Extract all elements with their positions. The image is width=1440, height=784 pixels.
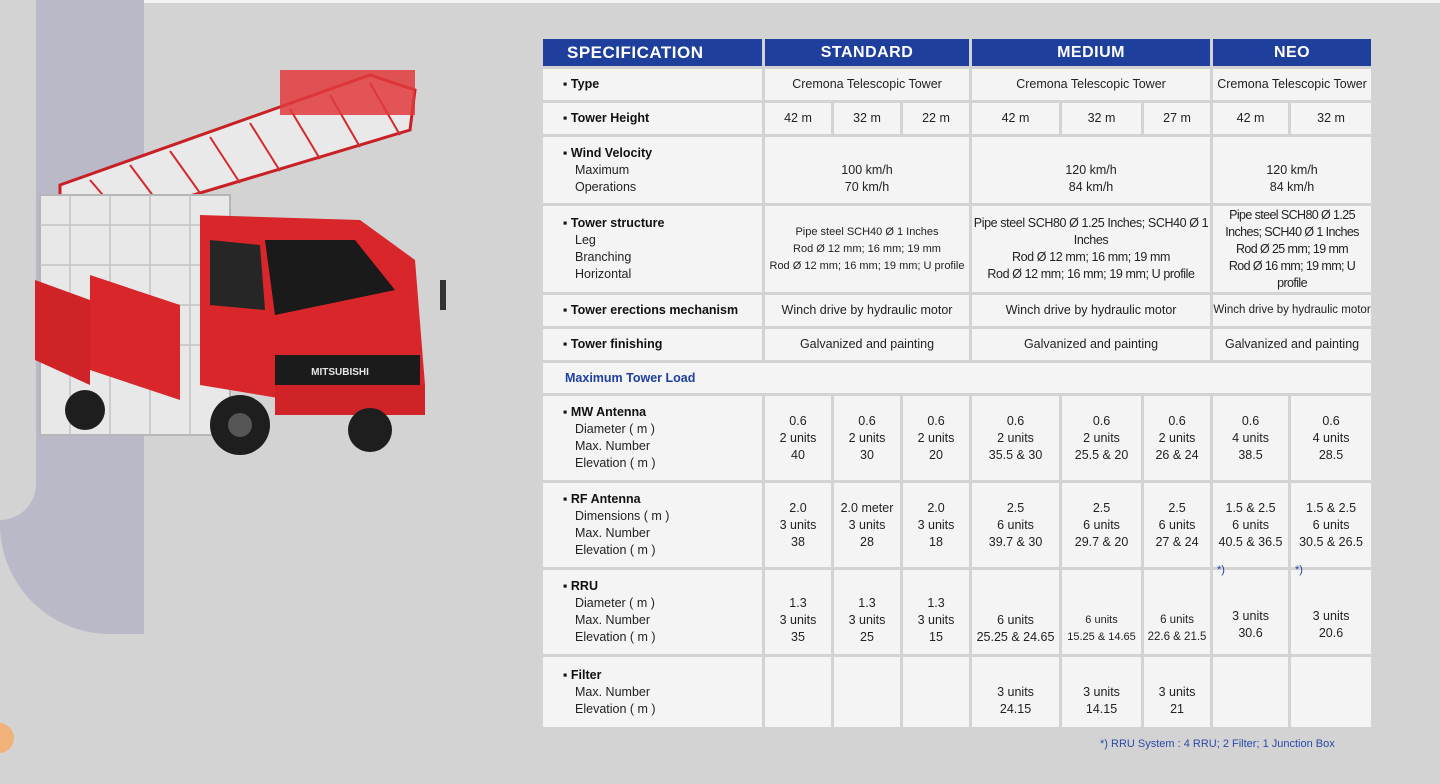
- height-cell: 32 m: [1291, 103, 1371, 134]
- structure-branching: Rod Ø 25 mm; 19 mm: [1235, 241, 1349, 256]
- sub-label: Elevation ( m ): [575, 701, 656, 716]
- height-cell: 22 m: [903, 103, 969, 134]
- rru-note-mark: *): [1217, 564, 1225, 576]
- structure-leg: Pipe steel SCH80 Ø 1.25 Inches; SCH40 Ø 1 Inches: [1225, 207, 1359, 239]
- row-label: ▪ RRU Diameter ( m ) Max. Number Elevation ( m ): [543, 570, 762, 654]
- mw-cell: 0.6 2 units 26 & 24: [1144, 396, 1210, 480]
- section-max-load: Maximum Tower Load: [543, 363, 1371, 393]
- structure-horizontal: Rod Ø 16 mm; 19 mm; U profile: [1228, 258, 1356, 290]
- wind-neo: [1213, 137, 1371, 203]
- finishing-neo: Galvanized and painting: [1213, 329, 1371, 360]
- table-row: [543, 570, 1371, 654]
- type-label: Type: [570, 77, 600, 91]
- table-row: [543, 69, 1371, 100]
- rf-cell: 1.5 & 2.5 6 units 30.5 & 26.5: [1291, 483, 1371, 567]
- table-row: [543, 103, 1371, 134]
- rf-cell: 2.0 3 units 18: [903, 483, 969, 567]
- rru-cell: *) 3 units 20.6: [1291, 570, 1371, 654]
- mw-cell: 0.6 2 units 35.5 & 30: [972, 396, 1059, 480]
- top-border: [0, 0, 1440, 3]
- table-row: [543, 396, 1371, 480]
- table-row: [543, 329, 1371, 360]
- height-cell: 42 m: [972, 103, 1059, 134]
- rf-cell: 2.5 6 units 29.7 & 20: [1062, 483, 1141, 567]
- header-medium: MEDIUM: [972, 39, 1210, 66]
- rru-cell: 1.3 3 units 25: [834, 570, 900, 654]
- mw-cell: 0.6 2 units 40: [765, 396, 831, 480]
- table-row: [543, 483, 1371, 567]
- filter-cell: [903, 657, 969, 727]
- finishing-standard: Galvanized and painting: [765, 329, 969, 360]
- table-row: [543, 363, 1371, 393]
- sub-label: Elevation ( m ): [575, 456, 656, 470]
- structure-branching: Rod Ø 12 mm; 16 mm; 19 mm: [1011, 250, 1171, 264]
- rf-cell: 2.0 meter 3 units 28: [834, 483, 900, 567]
- wind-ops: 84 km/h: [1068, 179, 1114, 194]
- rru-cell: 6 units 15.25 & 14.65: [1062, 570, 1141, 654]
- sub-label: Diameter ( m ): [575, 422, 655, 436]
- wind-max: 120 km/h: [1266, 162, 1318, 177]
- sub-label: Max. Number: [575, 526, 651, 540]
- sub-label: Horizontal: [575, 267, 632, 281]
- sub-label: Diameter ( m ): [575, 596, 655, 610]
- type-medium: Cremona Telescopic Tower: [972, 69, 1210, 100]
- wind-ops: 84 km/h: [1269, 179, 1315, 194]
- rf-cell: 2.5 6 units 27 & 24: [1144, 483, 1210, 567]
- finishing-label: Tower finishing: [570, 337, 663, 351]
- sub-label: Branching: [575, 250, 632, 264]
- height-cell: 42 m: [765, 103, 831, 134]
- tower-height-label: Tower Height: [570, 111, 650, 125]
- sub-label: Dimensions ( m ): [575, 509, 670, 523]
- height-cell: 27 m: [1144, 103, 1210, 134]
- header-standard: STANDARD: [765, 39, 969, 66]
- rru-cell: 6 units 22.6 & 21.5: [1144, 570, 1210, 654]
- row-label: ▪ Wind Velocity Maximum Operations: [543, 137, 762, 203]
- erection-medium: Winch drive by hydraulic motor: [972, 295, 1210, 326]
- sub-label: Max. Number: [575, 613, 651, 627]
- wind-velocity-label: Wind Velocity: [570, 145, 653, 160]
- filter-label: Filter: [570, 667, 602, 682]
- height-cell: 32 m: [834, 103, 900, 134]
- rf-cell: 1.5 & 2.5 6 units 40.5 & 36.5: [1213, 483, 1288, 567]
- sub-label: Operations: [575, 179, 637, 194]
- erection-neo: Winch drive by hydraulic motor: [1213, 295, 1371, 326]
- wind-max: 120 km/h: [1065, 162, 1117, 177]
- row-label: ▪ Filter Max. Number Elevation ( m ): [543, 657, 762, 727]
- rru-cell: *) 3 units 30.6: [1213, 570, 1288, 654]
- erection-standard: Winch drive by hydraulic motor: [765, 295, 969, 326]
- sub-label: Max. Number: [575, 439, 651, 453]
- type-neo: Cremona Telescopic Tower: [1213, 69, 1371, 100]
- truck-brand-text: MITSUBISHI: [311, 367, 369, 378]
- row-label: ▪ RF Antenna Dimensions ( m ) Max. Number Elevation ( m ): [543, 483, 762, 567]
- mw-cell: 0.6 2 units 30: [834, 396, 900, 480]
- rf-cell: 2.0 3 units 38: [765, 483, 831, 567]
- structure-leg: Pipe steel SCH40 Ø 1 Inches: [795, 225, 939, 238]
- row-label: ▪ Type: [543, 69, 762, 100]
- structure-neo: [1213, 206, 1371, 292]
- structure-leg: Pipe steel SCH80 Ø 1.25 Inches; SCH40 Ø 1 Inches: [973, 216, 1209, 247]
- table-row: [543, 206, 1371, 292]
- filter-cell: 3 units 14.15: [1062, 657, 1141, 727]
- structure-branching: Rod Ø 12 mm; 16 mm; 19 mm: [793, 242, 941, 255]
- finishing-medium: Galvanized and painting: [972, 329, 1210, 360]
- filter-cell: [1213, 657, 1288, 727]
- rru-footnote: *) RRU System : 4 RRU; 2 Filter; 1 Junction Box: [1100, 738, 1335, 750]
- row-label: ▪ Tower finishing: [543, 329, 762, 360]
- header-row: [543, 39, 1371, 66]
- sub-label: Elevation ( m ): [575, 543, 656, 557]
- wind-max: 100 km/h: [841, 162, 893, 177]
- table-row: [543, 137, 1371, 203]
- mw-cell: 0.6 4 units 38.5: [1213, 396, 1288, 480]
- rru-label: RRU: [570, 579, 598, 593]
- wind-ops: 70 km/h: [844, 179, 890, 194]
- wind-medium: [972, 137, 1210, 203]
- sub-label: Maximum: [575, 162, 630, 177]
- row-label: ▪ Tower Height: [543, 103, 762, 134]
- truck-image: [30, 55, 460, 475]
- filter-cell: [834, 657, 900, 727]
- type-standard: Cremona Telescopic Tower: [765, 69, 969, 100]
- height-cell: 42 m: [1213, 103, 1288, 134]
- rru-cell: 1.3 3 units 35: [765, 570, 831, 654]
- structure-standard: [765, 206, 969, 292]
- sub-label: Max. Number: [575, 684, 651, 699]
- rf-antenna-label: RF Antenna: [570, 492, 641, 506]
- filter-cell: 3 units 21: [1144, 657, 1210, 727]
- header-spec: SPECIFICATION: [543, 39, 762, 66]
- filter-cell: [765, 657, 831, 727]
- sub-label: Leg: [575, 233, 596, 247]
- table-row: [543, 657, 1371, 727]
- rru-note-mark: *): [1295, 564, 1303, 576]
- sub-label: Elevation ( m ): [575, 630, 656, 644]
- structure-horizontal: Rod Ø 12 mm; 16 mm; 19 mm; U profile: [769, 259, 965, 272]
- mw-cell: 0.6 2 units 20: [903, 396, 969, 480]
- erection-label: Tower erections mechanism: [570, 303, 739, 317]
- height-cell: 32 m: [1062, 103, 1141, 134]
- table-row: [543, 295, 1371, 326]
- row-label: ▪ MW Antenna Diameter ( m ) Max. Number Elevation ( m ): [543, 396, 762, 480]
- filter-cell: [1291, 657, 1371, 727]
- rru-cell: 1.3 3 units 15: [903, 570, 969, 654]
- row-label: ▪ Tower structure Leg Branching Horizontal: [543, 206, 762, 292]
- structure-medium: [972, 206, 1210, 292]
- decorative-dot: [0, 723, 14, 753]
- mw-cell: 0.6 4 units 28.5: [1291, 396, 1371, 480]
- rru-cell: 6 units 25.25 & 24.65: [972, 570, 1059, 654]
- filter-cell: 3 units 24.15: [972, 657, 1059, 727]
- wind-standard: [765, 137, 969, 203]
- mw-cell: 0.6 2 units 25.5 & 20: [1062, 396, 1141, 480]
- header-neo: NEO: [1213, 39, 1371, 66]
- spec-table-container: [543, 36, 1373, 730]
- tower-structure-label: Tower structure: [570, 216, 665, 230]
- row-label: ▪ Tower erections mechanism: [543, 295, 762, 326]
- mw-antenna-label: MW Antenna: [570, 405, 647, 419]
- structure-horizontal: Rod Ø 12 mm; 16 mm; 19 mm; U profile: [987, 267, 1195, 281]
- spec-table: [540, 36, 1374, 730]
- rf-cell: 2.5 6 units 39.7 & 30: [972, 483, 1059, 567]
